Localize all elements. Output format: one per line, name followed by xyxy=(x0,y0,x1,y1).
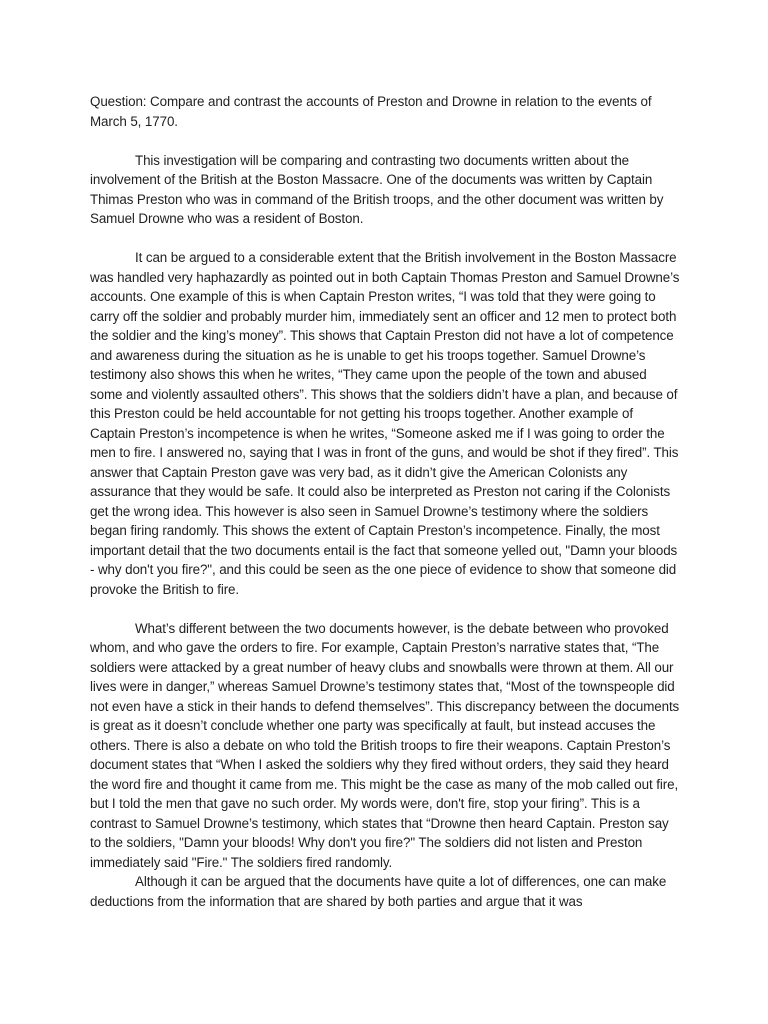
document-body xyxy=(90,92,680,911)
conclusion-paragraph: Although it can be argued that the documents have quite a lot of differences, one can make deductions from the information that are shared by both parties and argue that it was xyxy=(90,874,667,909)
similarities-paragraph: It can be argued to a considerable extent that the British involvement in the Boston Massacre was handled very haphazardly as pointed out in both Captain Thomas Preston and Samuel Drowne’s accounts. One example of this is when Captain Preston writes, “I was told that they were going to carry off the soldier and probably murder him, immediately sent an officer and 12 men to protect both the soldier and the king’s money”. This shows that Captain Preston did not have a lot of competence and awareness during the situation as he is unable to get his troops together. Samuel Drowne’s testimony also shows this when he writes, “They came upon the people of the town and abused some and violently assaulted others”. This shows that the soldiers didn’t have a plan, and because of this Preston could be held accountable for not getting his troops together. Another example of Captain Preston’s incompetence is when he writes, “Someone asked me if I was going to order the men to fire. I answered no, saying that I was in front of the guns, and would be shot if they fired”. This answer that Captain Preston gave was very bad, as it didn’t give the American Colonists any assurance that they would be safe. It could also be interpreted as Preston not caring if the Colonists get the wrong idea. This however is also seen in Samuel Drowne’s testimony where the soldiers began firing randomly. This shows the extent of Captain Preston’s incompetence. Finally, the most important detail that the two documents entail is the fact that someone yelled out, "Damn your bloods - why don't you fire?", and this could be seen as the one piece of evidence to show that someone did provoke the British to fire. xyxy=(90,250,680,597)
differences-paragraph: What’s different between the two documents however, is the debate between who provoked whom, and who gave the orders to fire. For example, Captain Preston’s narrative states that, “The soldiers were attacked by a great number of heavy clubs and snowballs were thrown at them. All our lives were in danger,” whereas Samuel Drowne’s testimony states that, “Most of the townspeople did not even have a stick in their hands to defend themselves”. This discrepancy between the documents is great as it doesn’t conclude whether one party was specifically at fault, but instead accuses the others. There is also a debate on who told the British troops to fire their weapons. Captain Preston’s document states that “When I asked the soldiers why they fired without orders, they said they heard the word fire and thought it came from me. This might be the case as many of the mob called out fire, but I told the men that gave no such order. My words were, don't fire, stop your firing”. This is a contrast to Samuel Drowne’s testimony, which states that “Drowne then heard Captain. Preston say to the soldiers, "Damn your bloods! Why don't you fire?" The soldiers did not listen and Preston immediately said "Fire." The soldiers fired randomly. xyxy=(90,620,680,870)
intro-paragraph: This investigation will be comparing and contrasting two documents written about the involvement of the British at the Boston Massacre. One of the documents was written by Captain Thimas Preston who was in command of the British troops, and the other document was written by Samuel Drowne who was a resident of Boston. xyxy=(90,152,664,226)
question-text: Question: Compare and contrast the accounts of Preston and Drowne in relation to the events of March 5, 1770. xyxy=(90,94,652,129)
